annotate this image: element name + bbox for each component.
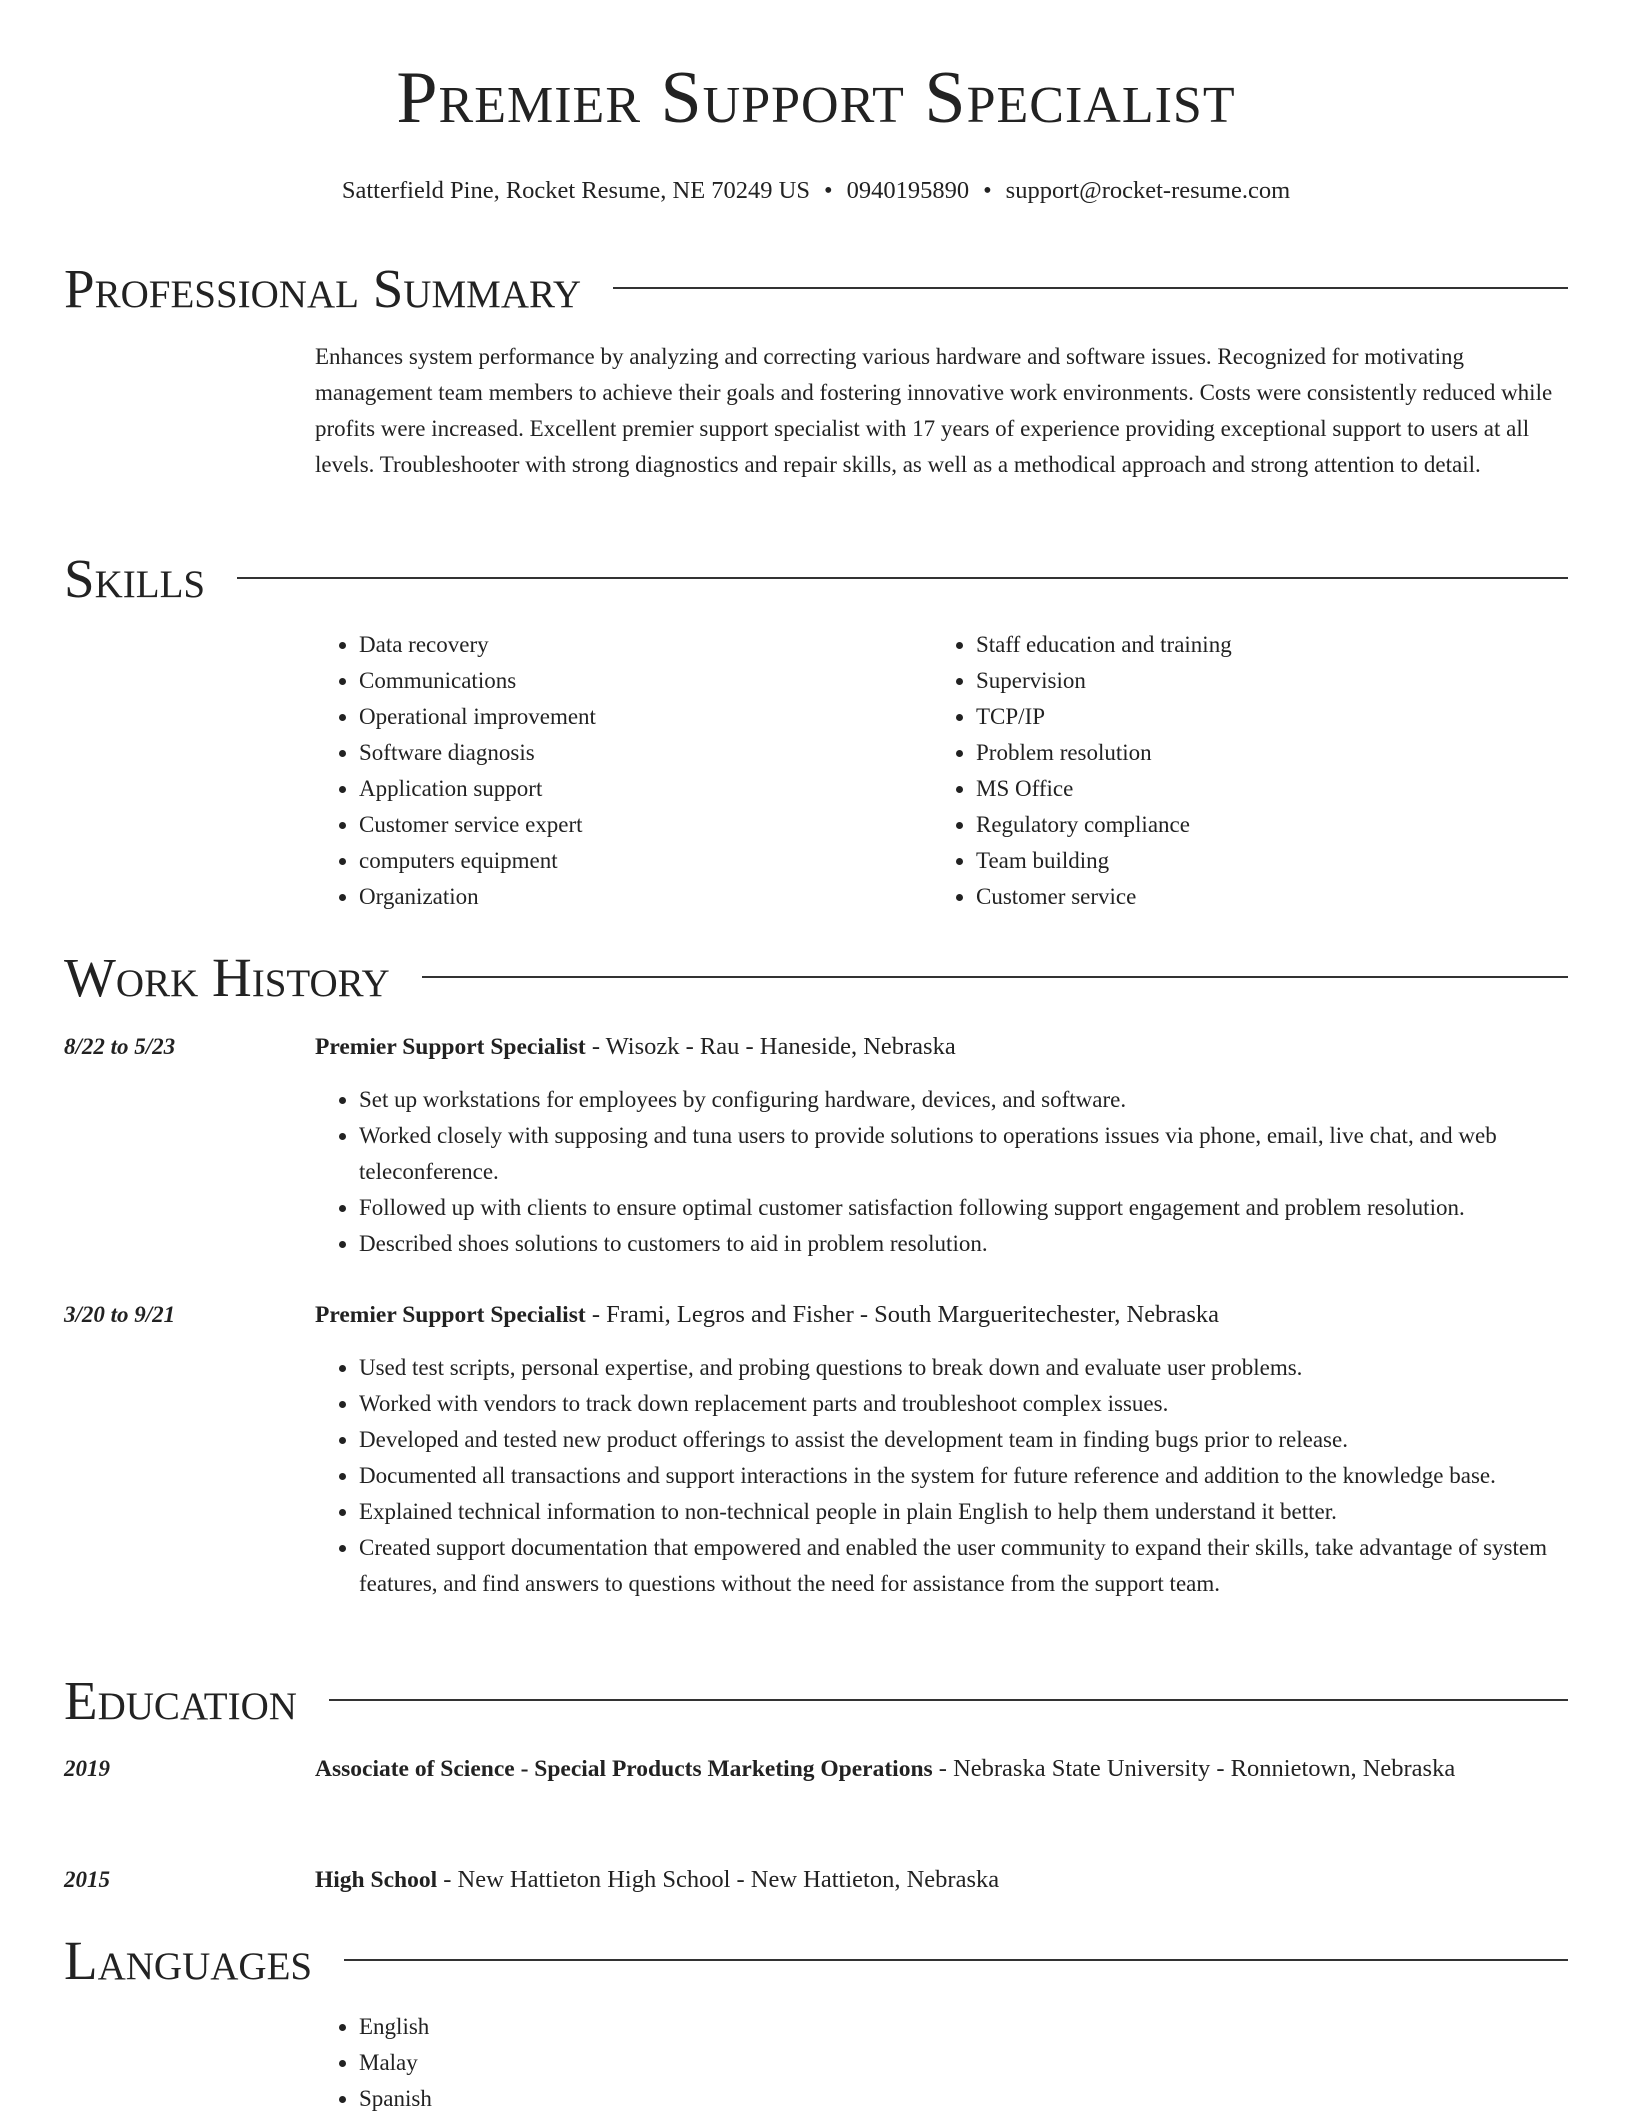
job-dates: 3/20 to 9/21 xyxy=(64,1302,176,1327)
duty-item: • Developed and tested new product offerings to assist the development team in finding bugs prior to release. xyxy=(359,1422,1575,1458)
duty-item: • Explained technical information to non-technical people in plain English to help them understand it better. xyxy=(359,1494,1575,1530)
section-divider xyxy=(344,1959,1568,1961)
summary-text: Enhances system performance by analyzing and correcting various hardware and software issues. Recognized for motivating management team members to achieve their goals and fostering innovative work environments. Costs were consistently reduced while profits were increased. Excellent premier support specialist with 17 years of experience providing exceptional support to users at all levels. Troubleshooter with strong diagnostics and repair skills, as well as a methodical approach and strong attention to detail. xyxy=(315,344,1553,477)
skill-item: • Team building xyxy=(976,843,1532,879)
duty-item: • Worked closely with supposing and tuna users to provide solutions to operations issues via phone, email, live chat, and web teleconference. xyxy=(359,1118,1575,1190)
phone: 0940195890 xyxy=(846,177,970,204)
separator: • xyxy=(983,177,992,204)
skill-item: • Staff education and training xyxy=(976,627,1532,663)
education-entry xyxy=(315,1749,1575,1789)
job-heading xyxy=(315,1295,1575,1335)
section-title: Education xyxy=(64,1669,297,1731)
job-employer: - Frami, Legros and Fisher - South Margueritechester, Nebraska xyxy=(585,1301,1220,1328)
skill-item: • Software diagnosis xyxy=(359,735,915,771)
skill-item: • Customer service expert xyxy=(359,807,915,843)
education-year: 2015 xyxy=(64,1867,110,1892)
duty-item: • Set up workstations for employees by configuring hardware, devices, and software. xyxy=(359,1082,1575,1118)
skill-item: • Application support xyxy=(359,771,915,807)
school: - New Hattieton High School - New Hattieton, Nebraska xyxy=(437,1866,1000,1893)
skills-list xyxy=(932,627,1532,915)
degree: High School xyxy=(315,1867,438,1893)
skill-item: • MS Office xyxy=(976,771,1532,807)
work-section-header xyxy=(64,947,1568,1007)
section-title: Professional Summary xyxy=(64,257,582,319)
separator: • xyxy=(824,177,833,204)
section-divider xyxy=(237,577,1568,579)
education-year: 2019 xyxy=(64,1756,110,1781)
language-item: • Malay xyxy=(359,2045,1575,2081)
skills-left-column xyxy=(315,627,915,915)
skill-item: • Communications xyxy=(359,663,915,699)
contact-line xyxy=(0,176,1632,206)
section-title: Work History xyxy=(64,946,390,1008)
job-title: Premier Support Specialist xyxy=(315,1302,586,1328)
skill-item: • computers equipment xyxy=(359,843,915,879)
job-duties xyxy=(315,1082,1575,1262)
email: support@rocket-resume.com xyxy=(1005,177,1291,204)
address: Satterfield Pine, Rocket Resume, NE 70249 US xyxy=(341,177,810,204)
skill-item: • Customer service xyxy=(976,879,1532,915)
job-title: Premier Support Specialist xyxy=(315,1034,586,1060)
section-title: Languages xyxy=(64,1929,313,1991)
duty-item: • Used test scripts, personal expertise, and probing questions to break down and evaluate user problems. xyxy=(359,1350,1575,1386)
education-section-header xyxy=(64,1670,1568,1730)
education-entry xyxy=(315,1860,1575,1900)
duty-item: • Created support documentation that empowered and enabled the user community to expand their skills, take advantage of system features, and find answers to questions without the need for assistance from the support team. xyxy=(359,1530,1575,1602)
language-item: • English xyxy=(359,2009,1575,2045)
skill-item: • TCP/IP xyxy=(976,699,1532,735)
section-divider xyxy=(422,976,1568,978)
candidate-name: Premier Support Specialist xyxy=(396,57,1236,139)
summary-section-header xyxy=(64,258,1568,318)
skill-item: • Supervision xyxy=(976,663,1532,699)
duty-item: • Followed up with clients to ensure optimal customer satisfaction following support engagement and problem resolution. xyxy=(359,1190,1575,1226)
job-heading xyxy=(315,1027,1575,1067)
job-dates: 8/22 to 5/23 xyxy=(64,1034,176,1059)
section-divider xyxy=(613,287,1568,289)
skill-item: • Organization xyxy=(359,879,915,915)
languages-list xyxy=(315,2009,1575,2117)
language-item: • Spanish xyxy=(359,2081,1575,2117)
skills-list xyxy=(315,627,915,915)
skill-item: • Problem resolution xyxy=(976,735,1532,771)
job-duties xyxy=(315,1350,1575,1602)
section-divider xyxy=(329,1699,1568,1701)
skill-item: • Operational improvement xyxy=(359,699,915,735)
section-title: Skills xyxy=(64,547,206,609)
duty-item: • Described shoes solutions to customers to aid in problem resolution. xyxy=(359,1226,1575,1262)
degree: Associate of Science - Special Products Marketing Operations xyxy=(315,1756,933,1782)
duty-item: • Worked with vendors to track down replacement parts and troubleshoot complex issues. xyxy=(359,1386,1575,1422)
skill-item: • Data recovery xyxy=(359,627,915,663)
skills-section-header xyxy=(64,548,1568,608)
job-employer: - Wisozk - Rau - Haneside, Nebraska xyxy=(585,1033,956,1060)
skills-right-column xyxy=(932,627,1532,915)
duty-item: • Documented all transactions and support interactions in the system for future reference and addition to the knowledge base. xyxy=(359,1458,1575,1494)
languages-section-header xyxy=(64,1930,1568,1990)
skill-item: • Regulatory compliance xyxy=(976,807,1532,843)
school: - Nebraska State University - Ronnietown, Nebraska xyxy=(932,1755,1456,1782)
